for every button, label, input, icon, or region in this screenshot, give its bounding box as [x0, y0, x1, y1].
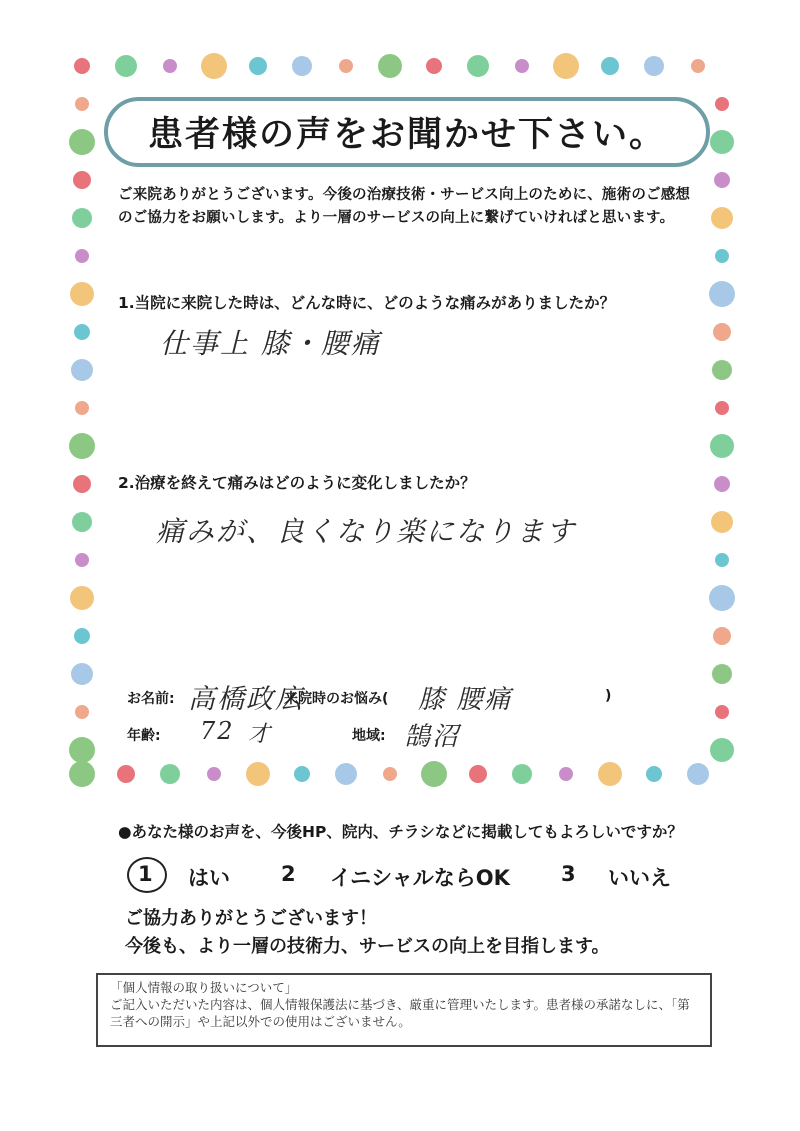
decorative-dot: [74, 58, 90, 74]
decorative-dot: [691, 59, 705, 73]
decorative-dot: [69, 761, 95, 787]
decorative-dot: [75, 705, 89, 719]
decorative-dot: [74, 628, 90, 644]
decorative-dot: [711, 511, 733, 533]
age-value: 72: [200, 717, 235, 745]
name-label: お名前:: [127, 691, 175, 707]
decorative-dot: [687, 763, 709, 785]
decorative-dot: [75, 553, 89, 567]
intro-text: ご来院ありがとうございます。今後の治療技術・サービス向上のために、施術のご感想のご協力をお願いします。より一層のサービスの向上に繋げていければと思います。: [118, 187, 691, 226]
decorative-dot: [207, 767, 221, 781]
question-2-answer: 痛みが、良くなり楽になります: [156, 515, 577, 548]
question-2-label: 2.治療を終えて痛みはどのように変化しましたか？: [118, 474, 476, 492]
decorative-dot: [715, 553, 729, 567]
privacy-heading: 「個人情報の取り扱いについて」: [110, 980, 298, 995]
privacy-notice: [96, 973, 712, 1047]
concern-close: ): [605, 688, 612, 704]
decorative-dot: [69, 737, 95, 763]
option-3-label[interactable]: いいえ: [608, 866, 671, 890]
decorative-dot: [383, 767, 397, 781]
age-label: 年齢:: [127, 728, 161, 744]
decorative-dot: [713, 627, 731, 645]
decorative-dot: [339, 59, 353, 73]
decorative-dot: [70, 586, 94, 610]
decorative-dot: [73, 475, 91, 493]
decorative-dot: [712, 664, 732, 684]
decorative-dot: [335, 763, 357, 785]
decorative-dot: [71, 663, 93, 685]
name-value: 高橋政広: [188, 684, 304, 715]
decorative-dot: [163, 59, 177, 73]
decorative-dot: [714, 172, 730, 188]
decorative-dot: [117, 765, 135, 783]
decorative-dot: [75, 249, 89, 263]
decorative-dot: [421, 761, 447, 787]
decorative-dot: [160, 764, 180, 784]
decorative-dot: [646, 766, 662, 782]
decorative-dot: [709, 585, 735, 611]
decorative-dot: [75, 401, 89, 415]
decorative-dot: [710, 130, 734, 154]
decorative-dot: [644, 56, 664, 76]
decorative-dot: [70, 282, 94, 306]
decorative-dot: [467, 55, 489, 77]
option-2-label[interactable]: イニシャルならOK: [330, 866, 510, 890]
decorative-dot: [426, 58, 442, 74]
concern-label: 来院時のお悩み(: [284, 691, 389, 707]
option-2-number[interactable]: 2: [281, 862, 296, 886]
option-3-number[interactable]: 3: [561, 862, 576, 886]
decorative-dot: [559, 767, 573, 781]
age-unit: 才: [248, 722, 273, 747]
decorative-dot: [74, 324, 90, 340]
decorative-dot: [246, 762, 270, 786]
decorative-dot: [709, 281, 735, 307]
thanks-line-1: ご協力ありがとうございます！: [125, 908, 377, 929]
decorative-dot: [553, 53, 579, 79]
option-1-number[interactable]: 1: [138, 862, 153, 886]
decorative-dot: [715, 249, 729, 263]
decorative-dot: [710, 738, 734, 762]
region-value: 鵠沼: [404, 722, 461, 752]
decorative-dot: [715, 705, 729, 719]
decorative-dot: [69, 129, 95, 155]
decorative-dot: [714, 476, 730, 492]
decorative-dot: [512, 764, 532, 784]
decorative-dot: [71, 359, 93, 381]
decorative-dot: [75, 97, 89, 111]
decorative-dot: [601, 57, 619, 75]
question-1-answer: 仕事上 膝・腰痛: [160, 327, 381, 360]
decorative-dot: [292, 56, 312, 76]
concern-value: 膝 腰痛: [418, 685, 513, 715]
decorative-dot: [69, 433, 95, 459]
privacy-body: ご記入いただいた内容は、個人情報保護法に基づき、厳重に管理いたします。患者様の承諾なしに、「第三者への開示」や上記以外での使用はございません。: [110, 997, 690, 1029]
decorative-dot: [469, 765, 487, 783]
consent-question: ●あなた様のお声を、今後HP、院内、チラシなどに掲載してもよろしいですか？: [118, 823, 683, 841]
decorative-dot: [712, 360, 732, 380]
decorative-dot: [294, 766, 310, 782]
option-1-label[interactable]: はい: [188, 866, 230, 890]
decorative-dot: [710, 434, 734, 458]
decorative-dot: [711, 207, 733, 229]
decorative-dot: [378, 54, 402, 78]
decorative-dot: [73, 171, 91, 189]
decorative-dot: [713, 323, 731, 341]
thanks-line-2: 今後も、より一層の技術力、サービスの向上を目指します。: [125, 936, 610, 957]
decorative-dot: [249, 57, 267, 75]
decorative-dot: [201, 53, 227, 79]
decorative-dot: [515, 59, 529, 73]
title-banner: [104, 97, 710, 167]
question-1-label: 1.当院に来院した時は、どんな時に、どのような痛みがありましたか？: [118, 294, 616, 312]
decorative-dot: [715, 401, 729, 415]
decorative-dot: [715, 97, 729, 111]
decorative-dot: [115, 55, 137, 77]
region-label: 地域:: [352, 728, 386, 744]
decorative-dot: [72, 208, 92, 228]
page-title: 患者様の声をお聞かせ下さい。: [147, 115, 666, 155]
decorative-dot: [72, 512, 92, 532]
decorative-dot: [598, 762, 622, 786]
